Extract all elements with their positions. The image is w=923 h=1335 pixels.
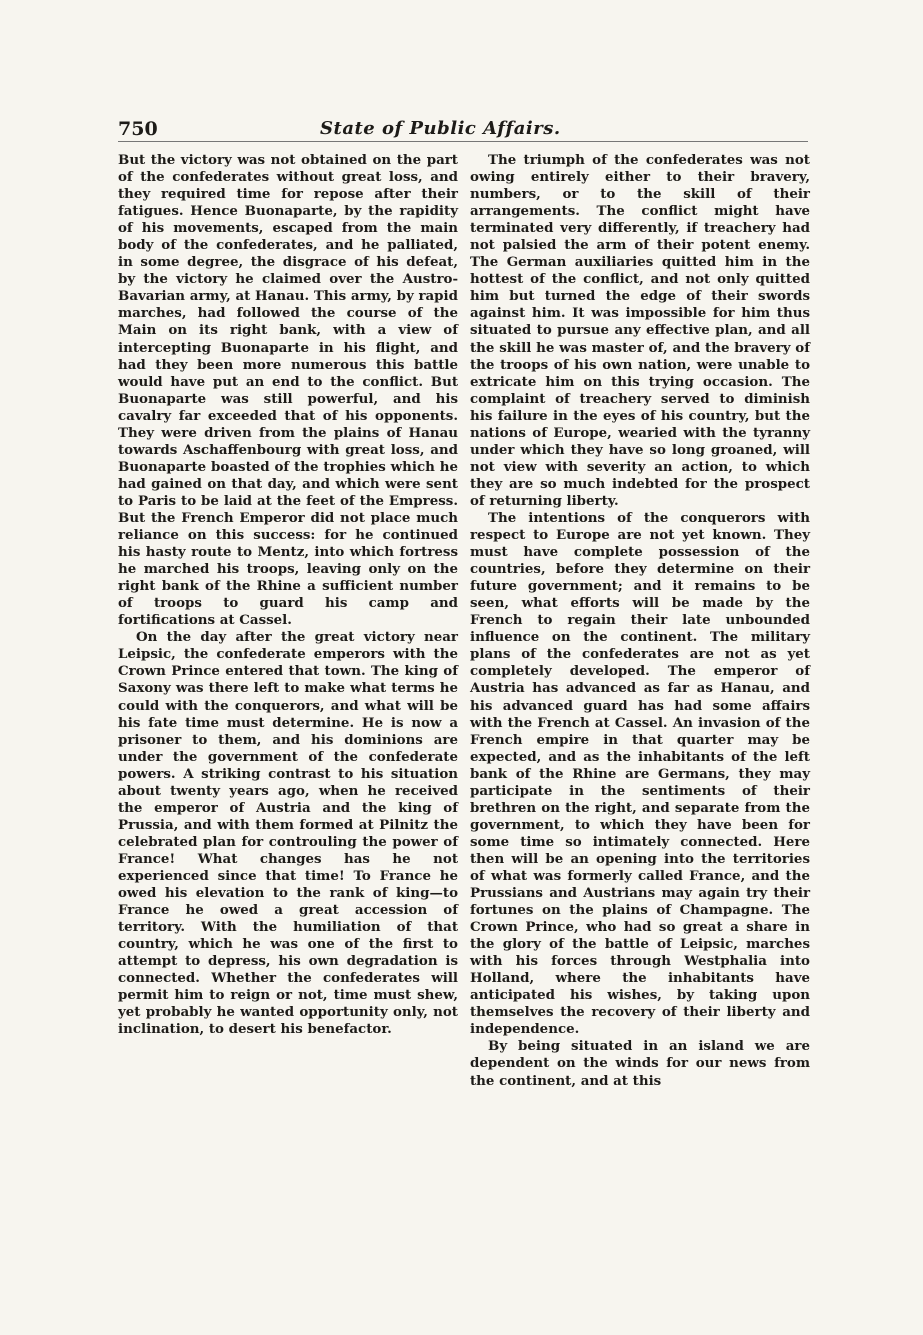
page-number: 750 bbox=[118, 118, 158, 140]
running-head: State of Public Affairs. bbox=[320, 118, 561, 139]
header-rule bbox=[118, 141, 808, 142]
right-paragraph-1: The triumph of the confederates was not owing entirely either to their bravery, numbers, or to the skill of their arrangements. The conflict might have terminated very differently, if treachery had not palsied the arm of their potent enemy. The German auxiliaries quitted him in the hottest of the conflict, and not only quitted him but turned the edge of their swords against him. It was impossible for him thus situated to pursue any effective plan, and all the skill he was master of, and the bravery of the troops of his own nation, were unable to extricate him on this trying occasion. The complaint of treachery served to diminish his failure in the eyes of his country, but the nations of Europe, wearied with the tyranny under which they have so long groaned, will not view with severity an action, to which they are so much indebted for the prospect of returning liberty. bbox=[470, 152, 810, 509]
left-paragraph-2: On the day after the great victory near Leipsic, the confederate emperors with the Crown Prince entered that town. The king of Saxony was there left to make what terms he could with the conquerors, and what will be his fate time must determine. He is now a prisoner to them, and his dominions are under the government of the confederate powers. A striking contrast to his situation about twenty years ago, when he received the emperor of Austria and the king of Prussia, and with them formed at Pilnitz the celebrated plan for controuling the power of France! What changes has he not experienced since that time! To France he owed his elevation to the rank of king—to France he owed a great accession of territory. With the humiliation of that country, which he was one of the first to attempt to depress, his own degradation is connected. Whether the confederates will permit him to reign or not, time must shew, yet probably he wanted opportunity only, not inclination, to desert his benefactor. bbox=[118, 629, 458, 1038]
right-paragraph-3: By being situated in an island we are dependent on the winds for our news from the continent, and at this bbox=[470, 1038, 810, 1089]
left-column bbox=[118, 152, 458, 1038]
right-column bbox=[470, 152, 810, 1090]
left-paragraph-1: But the victory was not obtained on the part of the confederates without great loss, and they required time for repose after their fatigues. Hence Buonaparte, by the rapidity of his movements, escaped from the main body of the confederates, and he palliated, in some degree, the disgrace of his defeat, by the victory he claimed over the Austro-Bavarian army, at Hanau. This army, by rapid marches, had followed the course of the Main on its right bank, with a view of intercepting Buonaparte in his flight, and had they been more numerous this battle would have put an end to the conflict. But Buonaparte was still powerful, and his cavalry far exceeded that of his opponents. They were driven from the plains of Hanau towards Aschaffenbourg with great loss, and Buonaparte boasted of the trophies which he had gained on that day, and which were sent to Paris to be laid at the feet of the Empress. But the French Emperor did not place much reliance on this success: for he continued his hasty route to Mentz, into which fortress he marched his troops, leaving only on the right bank of the Rhine a sufficient number of troops to guard his camp and fortifications at Cassel. bbox=[118, 152, 458, 629]
right-paragraph-2: The intentions of the conquerors with respect to Europe are not yet known. They must have complete possession of the countries, before they determine on their future government; and it remains to be seen, what efforts will be made by the French to regain their late unbounded influence on the continent. The military plans of the confederates are not as yet completely developed. The emperor of Austria has advanced as far as Hanau, and his advanced guard has had some affairs with the French at Cassel. An invasion of the French empire in that quarter may be expected, and as the inhabitants of the left bank of the Rhine are Germans, they may participate in the sentiments of their brethren on the right, and separate from the government, to which they have been for some time so intimately connected. Here then will be an opening into the territories of what was formerly called France, and the Prussians and Austrians may again try their fortunes on the plains of Champagne. The Crown Prince, who had so great a share in the glory of the battle of Leipsic, marches with his forces through Westphalia into Holland, where the inhabitants have anticipated his wishes, by taking upon themselves the recovery of their liberty and independence. bbox=[470, 509, 810, 1038]
